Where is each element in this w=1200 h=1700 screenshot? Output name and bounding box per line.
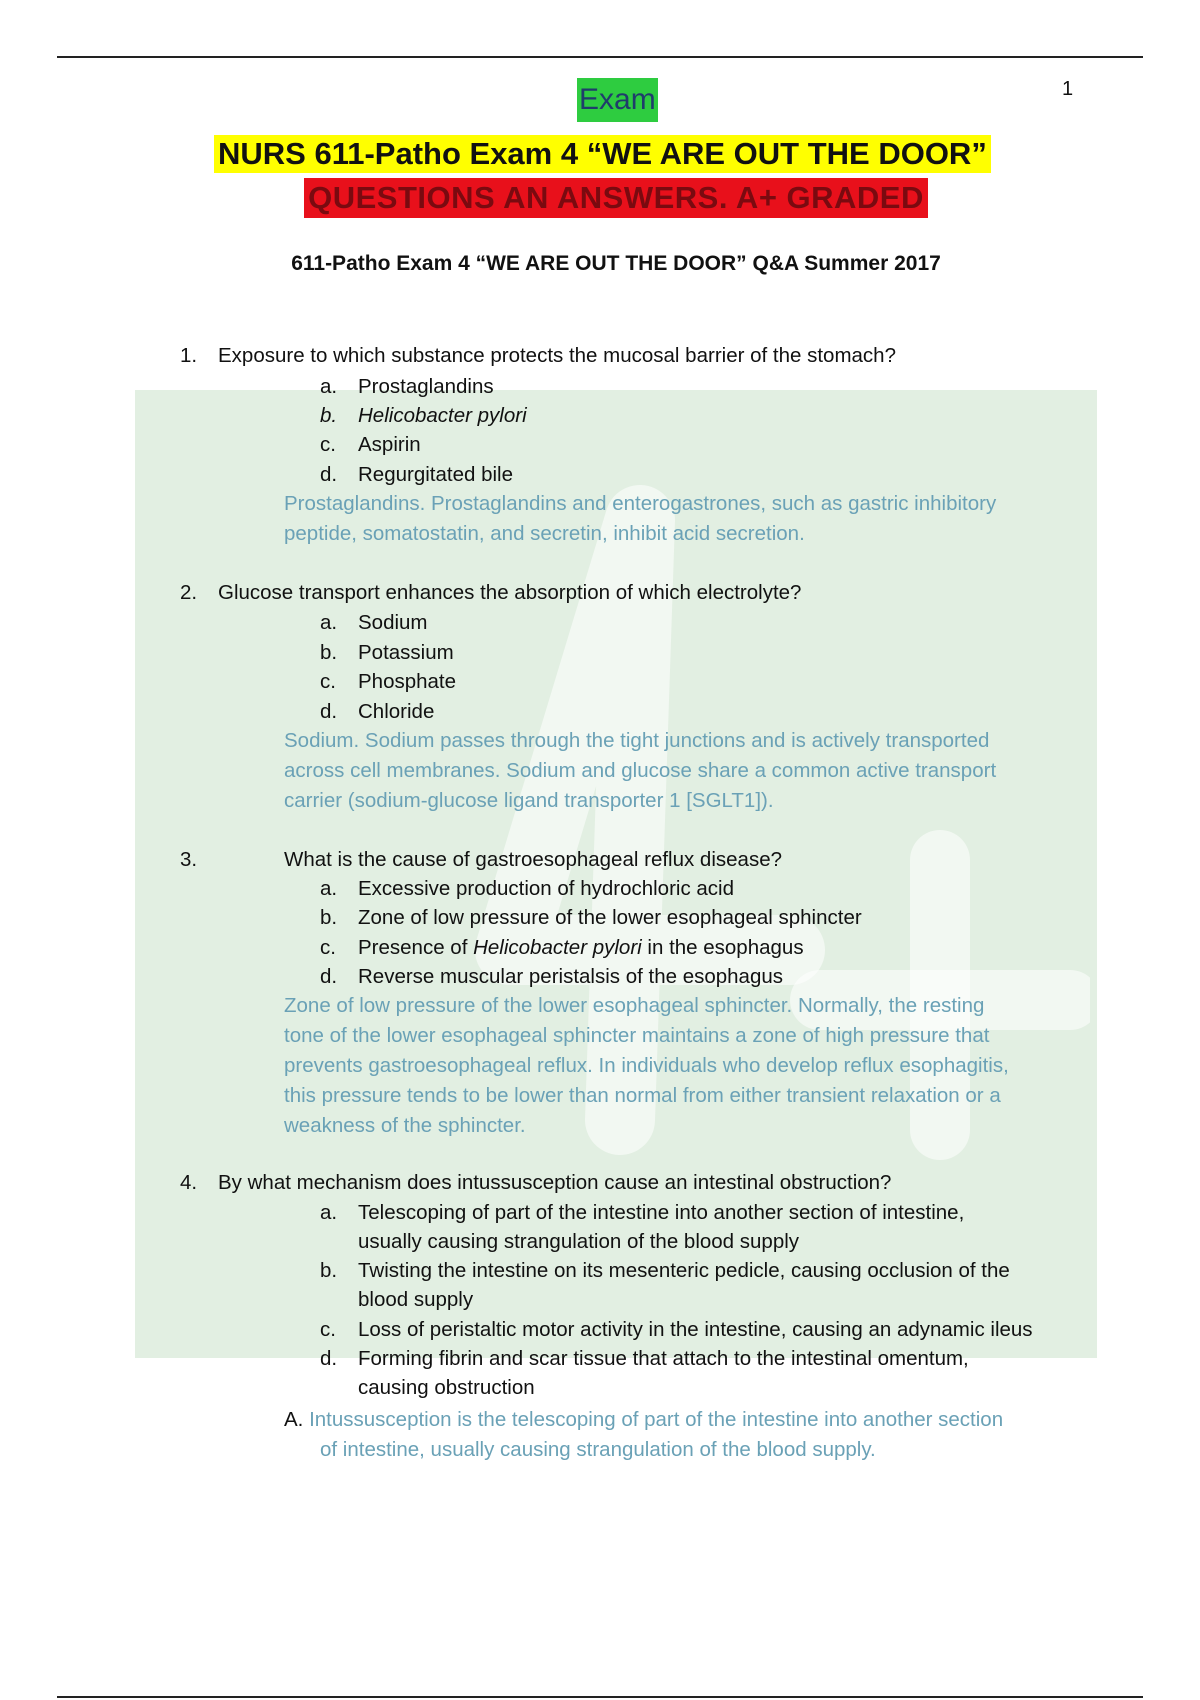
option-3b: b. Zone of low pressure of the lower esophageal sphincter: [320, 906, 862, 929]
question-4: [180, 1168, 1100, 1198]
option-4d: d. Forming fibrin and scar tissue that attach to the intestinal omentum, causing obstruction: [320, 1347, 969, 1399]
question-text: Exposure to which substance protects the mucosal barrier of the stomach?: [218, 344, 896, 367]
question-number: 1.: [180, 344, 198, 367]
option-1a: a. Prostaglandins: [320, 375, 494, 398]
page-title: NURS 611-Patho Exam 4 “WE ARE OUT THE DOOR”: [214, 135, 991, 173]
option-4c: c. Loss of peristaltic motor activity in the intestine, causing an adynamic ileus: [320, 1318, 1033, 1341]
option-2c: c. Phosphate: [320, 670, 457, 693]
question-number: 2.: [180, 581, 198, 604]
option-1d: d. Regurgitated bile: [320, 463, 513, 486]
question-number: 4.: [180, 1171, 198, 1194]
answer-letter: A.: [284, 1408, 304, 1431]
exam-label: Exam: [577, 78, 658, 122]
answer-explanation-4: A. Intussusception is the telescoping of part of the intestine into another section of intestine, usually causing strangulation of the blood supply.: [284, 1408, 1004, 1461]
answer-explanation-1: Prostaglandins. Prostaglandins and enterogastrones, such as gastric inhibitory peptide, somatostatin, and secretin, inhibit acid secretion.: [284, 492, 997, 545]
option-1b: b. Helicobacter pylori: [320, 404, 527, 427]
question-2: [180, 578, 1100, 608]
answer-explanation-3: Zone of low pressure of the lower esophageal sphincter. Normally, the resting tone of the lower esophageal sphincter maintains a zone of high pressure that prevents gastroesophageal reflux. In individuals who develop reflux esophagitis, this pressure tends to be lower than normal from either transient relaxation or a weakness of the sphincter.: [284, 994, 1009, 1137]
question-number: 3.: [180, 848, 198, 871]
option-3d: d. Reverse muscular peristalsis of the esophagus: [320, 965, 784, 988]
question-text: By what mechanism does intussusception cause an intestinal obstruction?: [218, 1171, 892, 1194]
document-subtitle: 611-Patho Exam 4 “WE ARE OUT THE DOOR” Q&A Summer 2017: [291, 252, 941, 275]
option-2a: a. Sodium: [320, 611, 428, 634]
page-number: 1: [1062, 78, 1074, 100]
question-text: What is the cause of gastroesophageal reflux disease?: [284, 848, 782, 871]
question-text: Glucose transport enhances the absorption of which electrolyte?: [218, 581, 802, 604]
option-1c: c. Aspirin: [320, 433, 421, 456]
question-1: [180, 341, 1100, 371]
option-4a: a. Telescoping of part of the intestine into another section of intestine, usually causing strangulation of the blood supply: [320, 1201, 965, 1253]
option-3a: a. Excessive production of hydrochloric acid: [320, 877, 735, 900]
subtitle-banner: QUESTIONS AN ANSWERS. A+ GRADED: [304, 178, 928, 218]
option-3c: c. Presence of Helicobacter pylori in the esophagus: [320, 936, 804, 959]
answer-explanation-2: Sodium. Sodium passes through the tight junctions and is actively transported across cell membranes. Sodium and glucose share a common active transport carrier (sodium-glucose ligand transporter 1 [SGLT1]).: [284, 729, 997, 812]
option-2d: d. Chloride: [320, 700, 435, 723]
option-2b: b. Potassium: [320, 641, 454, 664]
question-3: [180, 845, 1100, 875]
option-4b: b. Twisting the intestine on its mesenteric pedicle, causing occlusion of the blood supply: [320, 1259, 1010, 1311]
